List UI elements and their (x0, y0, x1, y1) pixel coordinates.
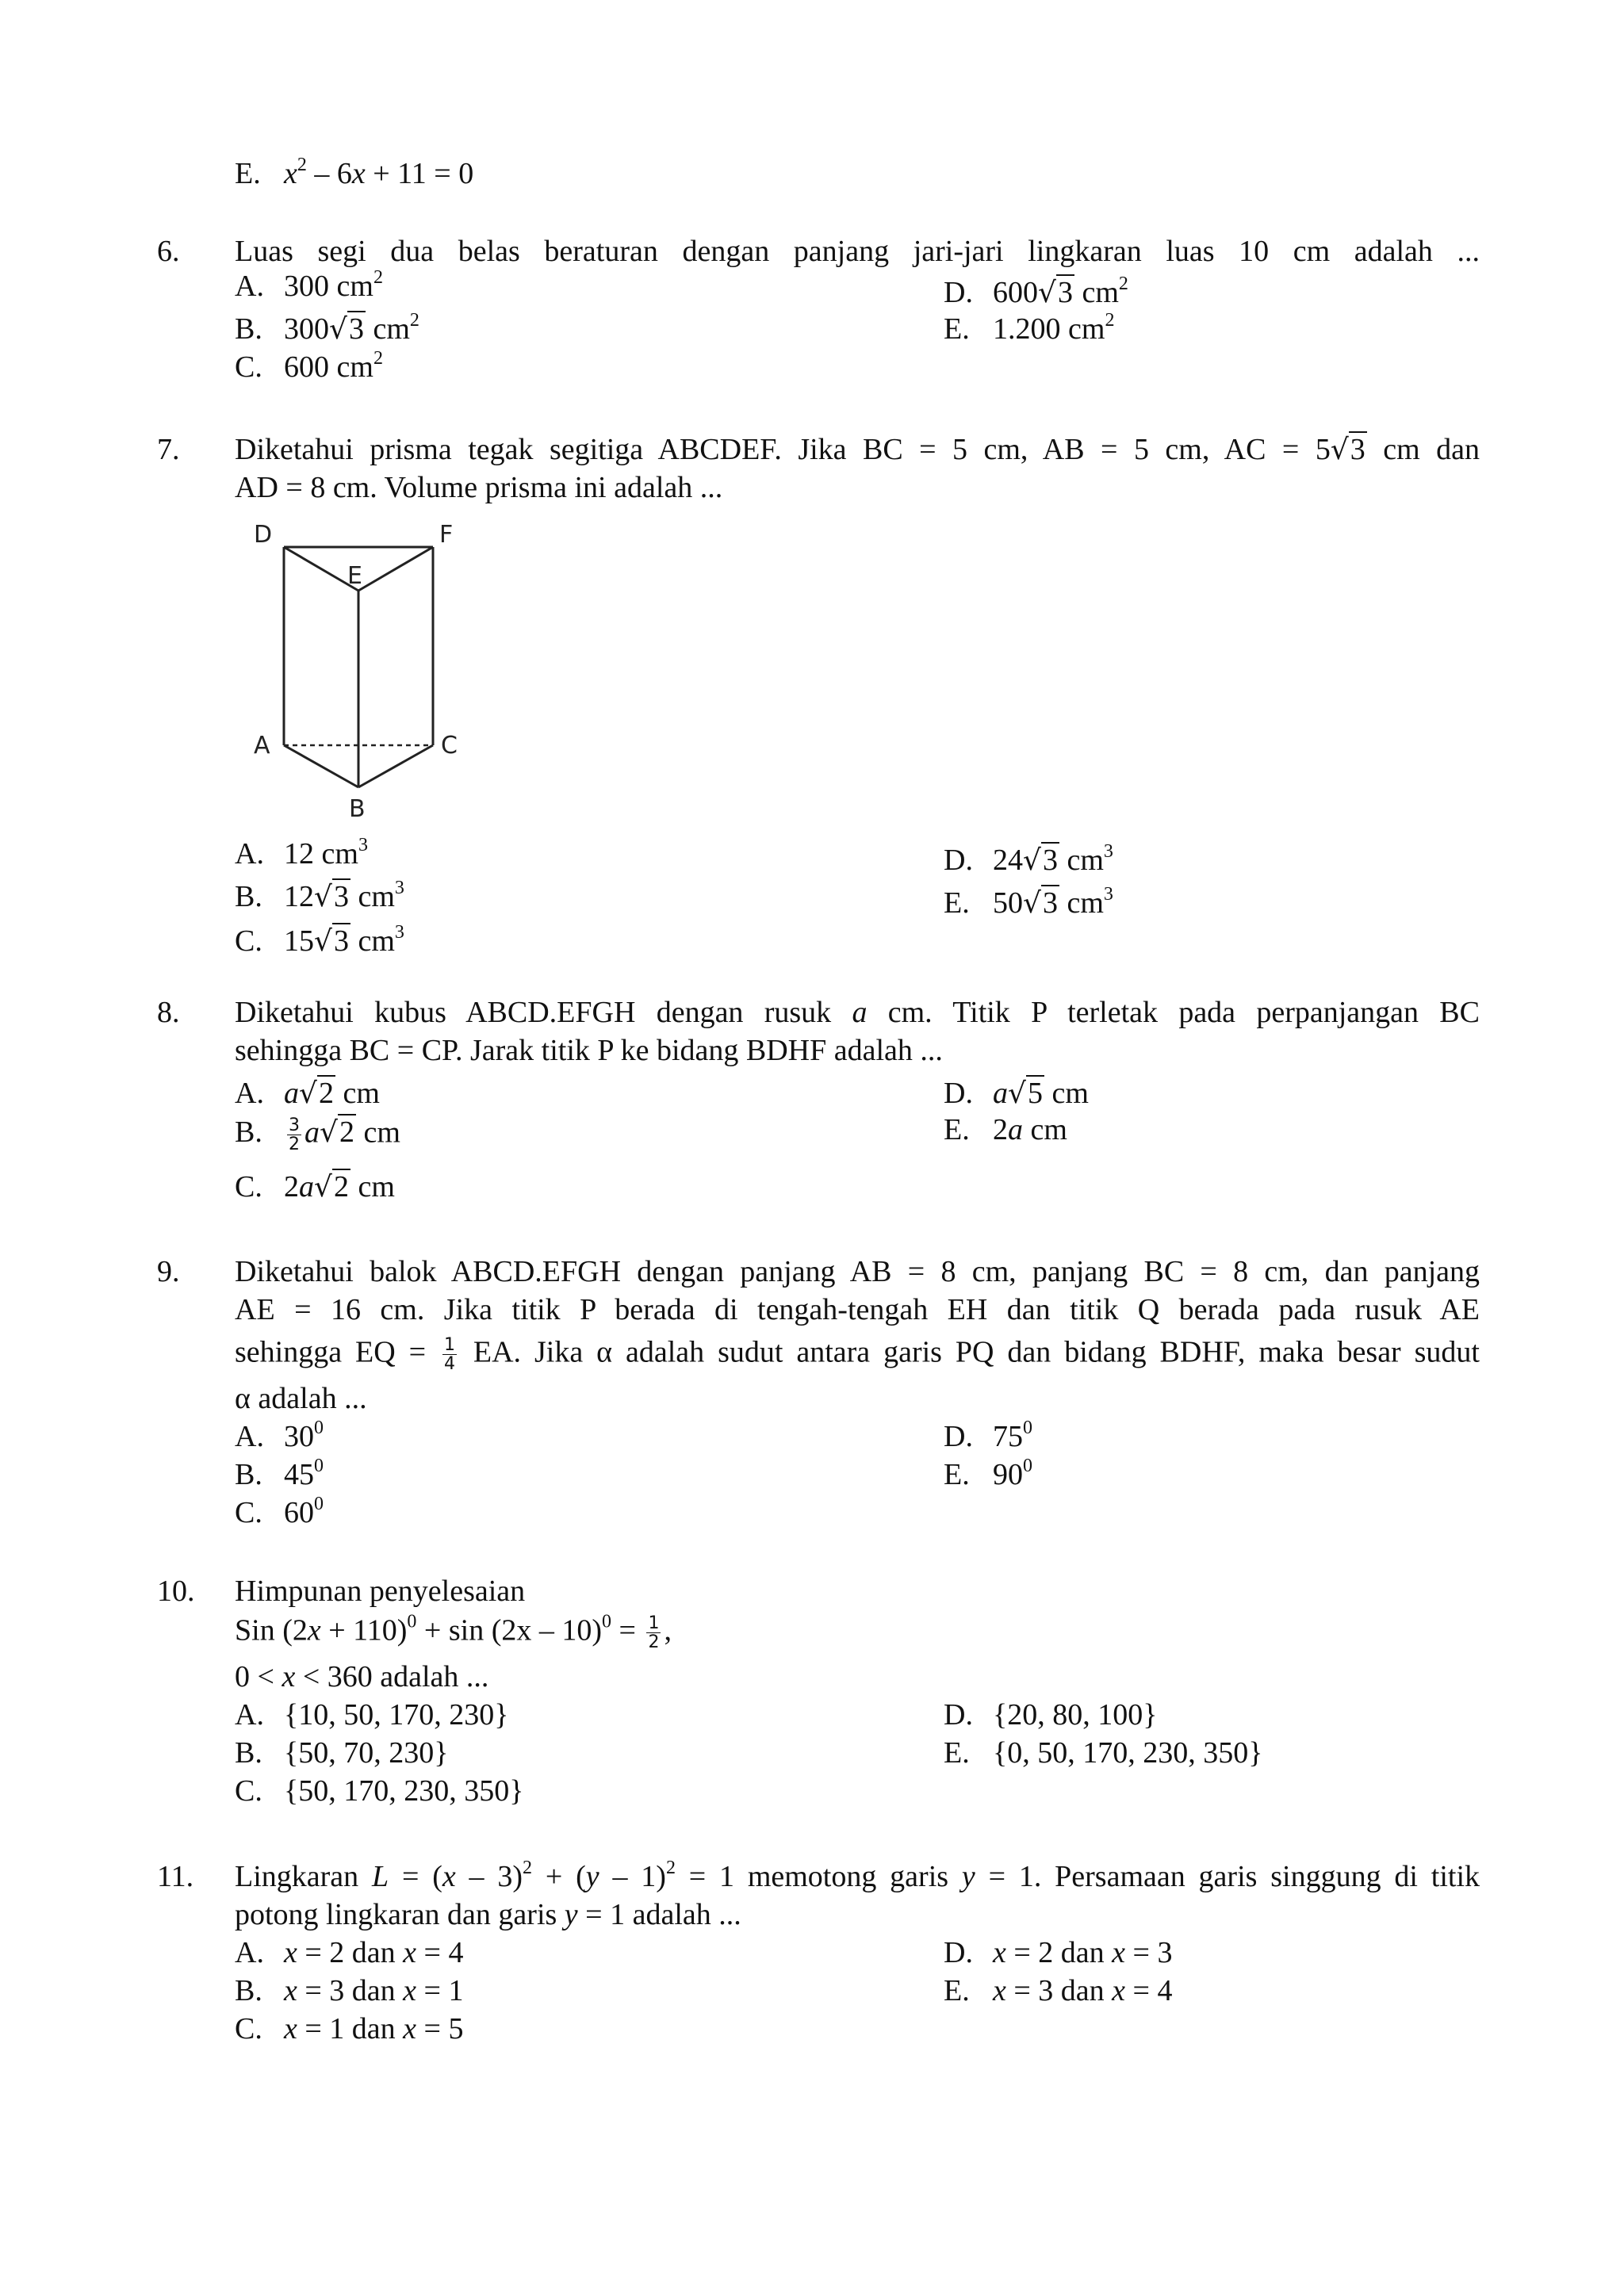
question-text-line-4: α adalah ... (235, 1382, 367, 1415)
question-text-line-1: Diketahui kubus ABCD.EFGH dengan rusuk a cm. Titik P terletak pada perpanjangan BC (235, 996, 1480, 1029)
question-number: 7. (157, 433, 180, 466)
option-a: A. $30^0$ (235, 1418, 324, 1453)
option-b: B. x = 3 dan x = 1 (235, 1974, 464, 2007)
label-b: B (349, 795, 366, 817)
option-e: E. x = 3 dan x = 4 (944, 1974, 1173, 2007)
option-d: D. $75^0$ (944, 1418, 1032, 1453)
option-c: C. 600 $cm^2$ (235, 348, 383, 384)
prism-figure (243, 515, 473, 817)
question-text: Luas segi dua belas beraturan dengan panjang jari-jari lingkaran luas 10 cm adalah ... (235, 235, 1480, 268)
option-e: E. 2a cm (944, 1113, 1067, 1146)
q5-option-e: E. $x^2 - 6x + 11 = 0$ (235, 155, 474, 190)
question-number: 10. (157, 1575, 195, 1608)
label-a: A (254, 732, 270, 760)
option-c: C. 15√3 $cm^3$ (235, 922, 404, 958)
question-text-line-1: Lingkaran L = (x – 3)$^2$ + (y – 1)$^2$ = 1 memotong garis y = 1. Persamaan garis singgung di titik (235, 1858, 1480, 1893)
question-number: 6. (157, 235, 180, 268)
option-b: B. $45^0$ (235, 1456, 324, 1491)
question-text-line-2: Sin $(2x + 110)^0 + \sin (2x - 10)^0$ = $\frac{1}{2}$ , (235, 1611, 672, 1653)
option-e: E. 50√3 $cm^3$ (944, 884, 1113, 920)
option-c: C. $60^0$ (235, 1494, 324, 1529)
question-text-line-1: Diketahui balok ABCD.EFGH dengan panjang AB = 8 cm, panjang BC = 8 cm, dan panjang (235, 1255, 1480, 1288)
question-number: 9. (157, 1255, 180, 1288)
option-c: C. {50, 170, 230, 350} (235, 1774, 524, 1808)
option-b: B. $\frac{3}{2}$ a√2 cm (235, 1115, 400, 1155)
question-number: 11. (157, 1860, 194, 1893)
label-d: D (254, 521, 273, 549)
question-text-line-3: sehingga EQ = $\frac{1}{4}$ EA. Jika α adalah sudut antara garis PQ dan bidang BDHF, maka besar sudut (235, 1335, 1480, 1375)
option-a: A. x = 2 dan x = 4 (235, 1936, 464, 1969)
option-c: C. x = 1 dan x = 5 (235, 2012, 464, 2045)
question-text-line-3: 0 < x < 360 adalah ... (235, 1660, 489, 1693)
option-e: E. $90^0$ (944, 1456, 1032, 1491)
question-number: 8. (157, 996, 180, 1029)
question-text-line-1: Diketahui prisma tegak segitiga ABCDEF. Jika BC = 5 cm, AB = 5 cm, AC = 5√3 cm dan (235, 433, 1480, 466)
edge-bc (358, 745, 433, 787)
option-b: B. 12√3 $cm^3$ (235, 878, 404, 913)
edge-ef (358, 547, 433, 591)
label-c: C (441, 732, 458, 760)
question-text-line-1: Himpunan penyelesaian (235, 1575, 526, 1608)
option-d: D. a√5 cm (944, 1077, 1089, 1110)
option-d: D. 600√3 $cm^2$ (944, 274, 1128, 309)
question-text-line-2: potong lingkaran dan garis y = 1 adalah ... (235, 1898, 741, 1931)
edge-ab (284, 745, 358, 787)
option-b: B. 300√3 $cm^2$ (235, 310, 419, 346)
option-d: D. x = 2 dan x = 3 (944, 1936, 1173, 1969)
option-d: D. {20, 80, 100} (944, 1698, 1158, 1732)
option-e: E. 1.200 $cm^2$ (944, 310, 1115, 346)
option-c: C. 2a√2 cm (235, 1170, 395, 1203)
option-a: A. 12 $cm^3$ (235, 835, 368, 871)
label-f: F (439, 521, 454, 549)
question-text-line-2: AD = 8 cm. Volume prisma ini adalah ... (235, 471, 723, 504)
question-text-line-2: AE = 16 cm. Jika titik P berada di tengah-tengah EH dan titik Q berada pada rusuk AE (235, 1293, 1480, 1326)
option-d: D. 24√3 $cm^3$ (944, 841, 1113, 877)
option-a: A. {10, 50, 170, 230} (235, 1698, 509, 1732)
question-text-line-2: sehingga BC = CP. Jarak titik P ke bidang BDHF adalah ... (235, 1034, 943, 1067)
option-a: A. 300 $cm^2$ (235, 267, 383, 303)
option-a: A. a√2 cm (235, 1077, 380, 1110)
option-b: B. {50, 70, 230} (235, 1736, 449, 1770)
label-e: E (347, 562, 362, 590)
option-e: E. {0, 50, 170, 230, 350} (944, 1736, 1263, 1770)
